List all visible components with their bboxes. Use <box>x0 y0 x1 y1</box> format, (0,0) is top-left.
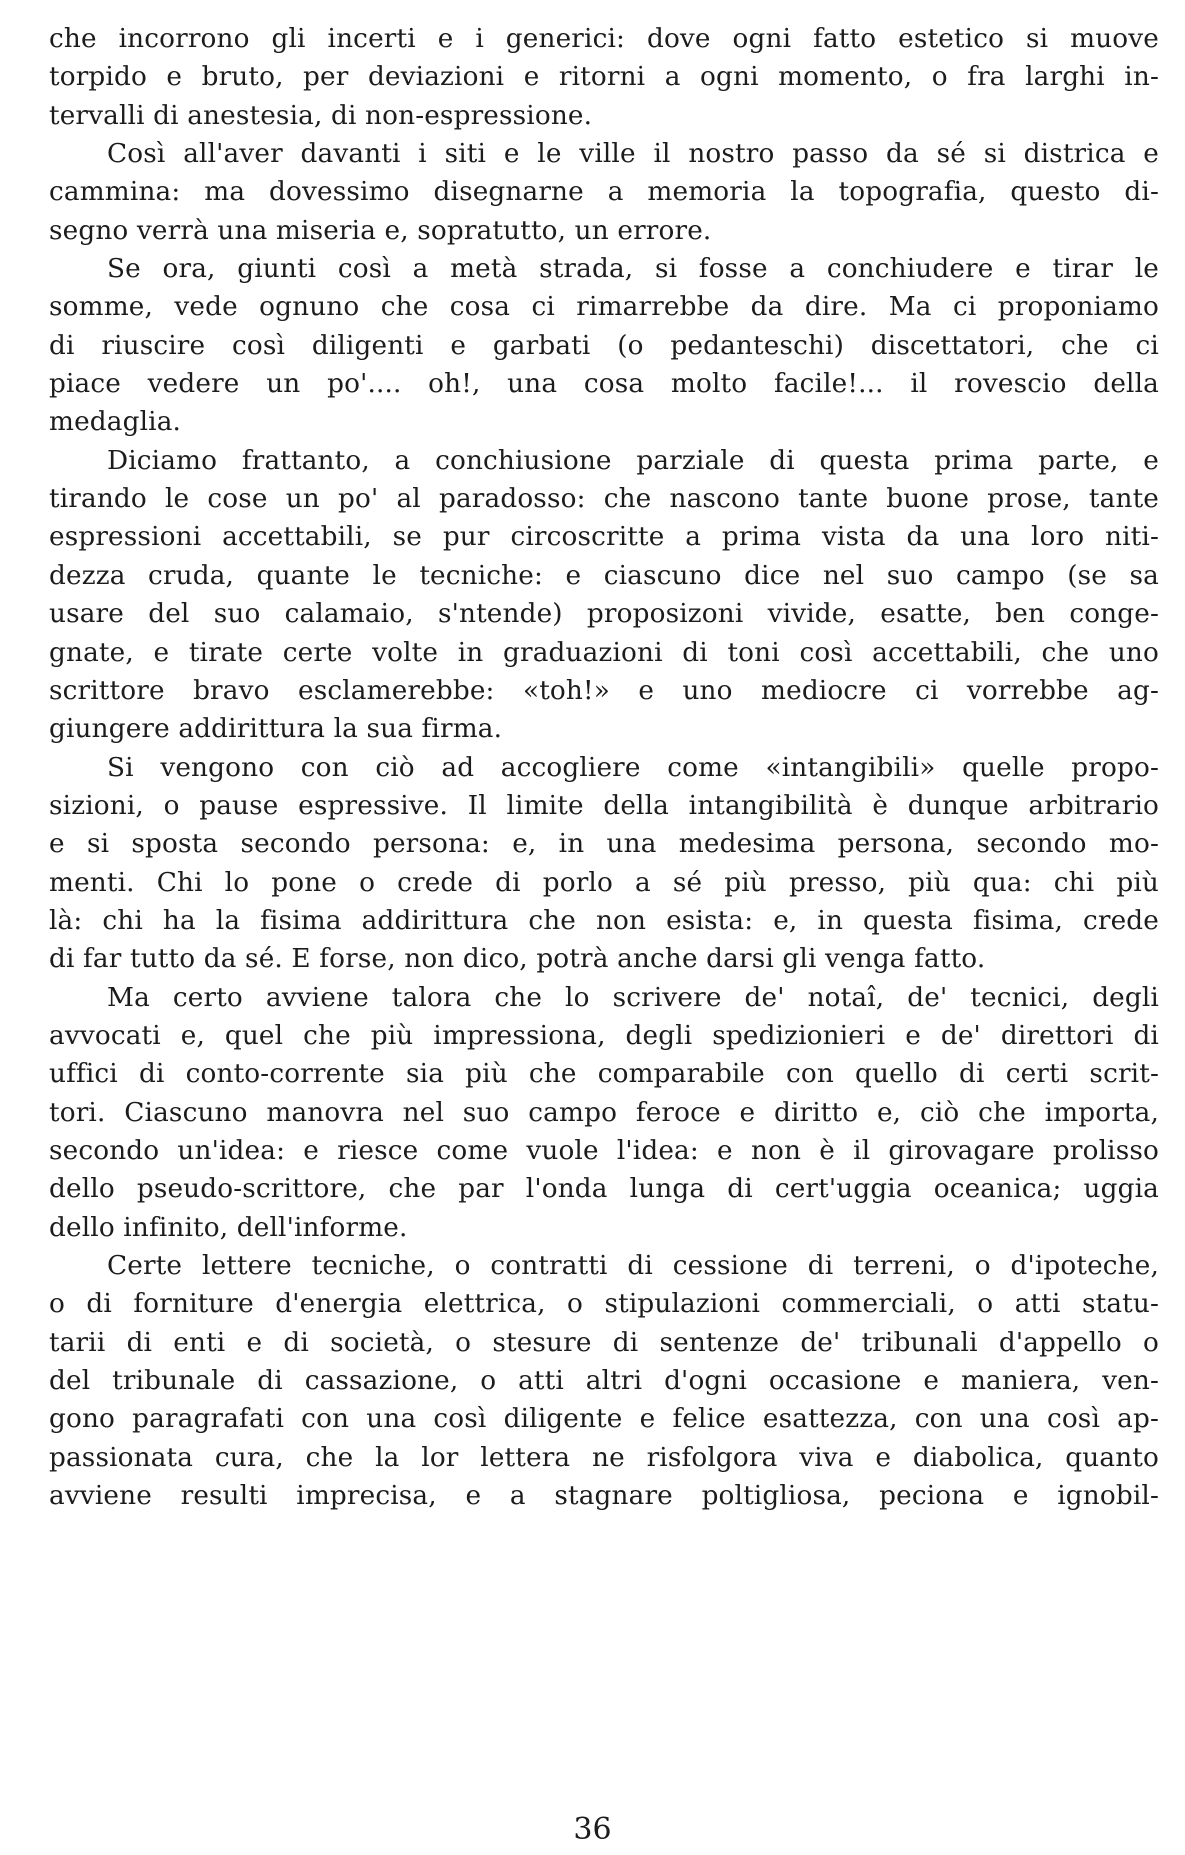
text-line: menti. Chi lo pone o crede di porlo a sé più presso, più qua: chi più <box>49 867 1159 898</box>
text-line: avvocati e, quel che più impressiona, degli spedizionieri e de' direttori di <box>49 1020 1159 1051</box>
paragraph-2 <box>49 135 1159 250</box>
text-line: medaglia. <box>49 407 182 438</box>
text-line: dezza cruda, quante le tecniche: e ciascuno dice nel suo campo (se sa <box>49 560 1159 591</box>
text-line: scrittore bravo esclamerebbe: «toh!» e uno mediocre ci vorrebbe ag- <box>49 675 1159 706</box>
text-line: usare del suo calamaio, s'ntende) proposizoni vivide, esatte, ben conge- <box>49 599 1159 630</box>
text-line: Ma certo avviene talora che lo scrivere de' notaî, de' tecnici, degli <box>107 982 1159 1013</box>
text-line: gnate, e tirate certe volte in graduazioni di toni così accettabili, che uno <box>49 637 1159 668</box>
text-line: Così all'aver davanti i siti e le ville il nostro passo da sé si districa e <box>107 139 1159 170</box>
text-line: e si sposta secondo persona: e, in una medesima persona, secondo mo- <box>49 829 1159 860</box>
text-line: uffici di conto-corrente sia più che comparabile con quello di certi scrit- <box>49 1059 1159 1090</box>
text-line: gono paragrafati con una così diligente e felice esattezza, con una così ap- <box>49 1404 1159 1435</box>
text-line: o di forniture d'energia elettrica, o stipulazioni commerciali, o atti statu- <box>49 1289 1159 1320</box>
paragraph-1 <box>49 20 1159 135</box>
text-line: passionata cura, che la lor lettera ne risfolgora viva e diabolica, quanto <box>49 1442 1159 1473</box>
body-text <box>49 20 1159 1515</box>
text-line: tarii di enti e di società, o stesure di sentenze de' tribunali d'appello o <box>49 1327 1159 1358</box>
page-number: 36 <box>573 1812 612 1847</box>
paragraph-4 <box>49 442 1159 749</box>
text-line: avviene resulti imprecisa, e a stagnare poltigliosa, peciona e ignobil- <box>49 1481 1159 1512</box>
text-line: di riuscire così diligenti e garbati (o pedanteschi) discettatori, che ci <box>49 330 1159 361</box>
text-line: giungere addirittura la sua firma. <box>49 714 503 745</box>
text-line: dello pseudo-scrittore, che par l'onda lunga di cert'uggia oceanica; uggia <box>49 1174 1159 1205</box>
text-line: espressioni accettabili, se pur circoscritte a prima vista da una loro niti- <box>49 522 1159 553</box>
text-line: del tribunale di cassazione, o atti altri d'ogni occasione e maniera, ven- <box>49 1366 1159 1397</box>
text-line: piace vedere un po'.... oh!, una cosa molto facile!... il rovescio della <box>49 369 1159 400</box>
text-line: torpido e bruto, per deviazioni e ritorni a ogni momento, o fra larghi in- <box>49 62 1159 93</box>
text-line: tirando le cose un po' al paradosso: che nascono tante buone prose, tante <box>49 484 1159 515</box>
paragraph-6 <box>49 979 1159 1247</box>
text-line: Si vengono con ciò ad accogliere come «intangibili» quelle propo- <box>107 752 1159 783</box>
text-line: tori. Ciascuno manovra nel suo campo feroce e diritto e, ciò che importa, <box>49 1097 1159 1128</box>
text-line: là: chi ha la fisima addirittura che non esista: e, in questa fisima, crede <box>49 905 1159 936</box>
text-line: dello infinito, dell'informe. <box>49 1212 408 1243</box>
text-line: Se ora, giunti così a metà strada, si fosse a conchiudere e tirar le <box>107 254 1159 285</box>
paragraph-7 <box>49 1247 1159 1515</box>
text-line: di far tutto da sé. E forse, non dico, potrà anche darsi gli venga fatto. <box>49 944 986 975</box>
text-line: Certe lettere tecniche, o contratti di cessione di terreni, o d'ipoteche, <box>107 1251 1159 1281</box>
text-line: cammina: ma dovessimo disegnarne a memoria la topografia, questo di- <box>49 177 1159 208</box>
paragraph-3 <box>49 250 1159 442</box>
text-line: segno verrà una miseria e, sopratutto, un errore. <box>49 215 712 246</box>
text-line: secondo un'idea: e riesce come vuole l'idea: e non è il girovagare prolisso <box>49 1135 1159 1166</box>
paragraph-5 <box>49 749 1159 979</box>
text-line: che incorrono gli incerti e i generici: dove ogni fatto estetico si muove <box>49 24 1159 54</box>
text-line: Diciamo frattanto, a conchiusione parziale di questa prima parte, e <box>107 445 1159 476</box>
text-line: somme, vede ognuno che cosa ci rimarrebbe da dire. Ma ci proponiamo <box>49 292 1159 323</box>
text-line: sizioni, o pause espressive. Il limite della intangibilità è dunque arbitrario <box>49 790 1159 821</box>
text-line: tervalli di anestesia, di non-espressione. <box>49 100 593 131</box>
